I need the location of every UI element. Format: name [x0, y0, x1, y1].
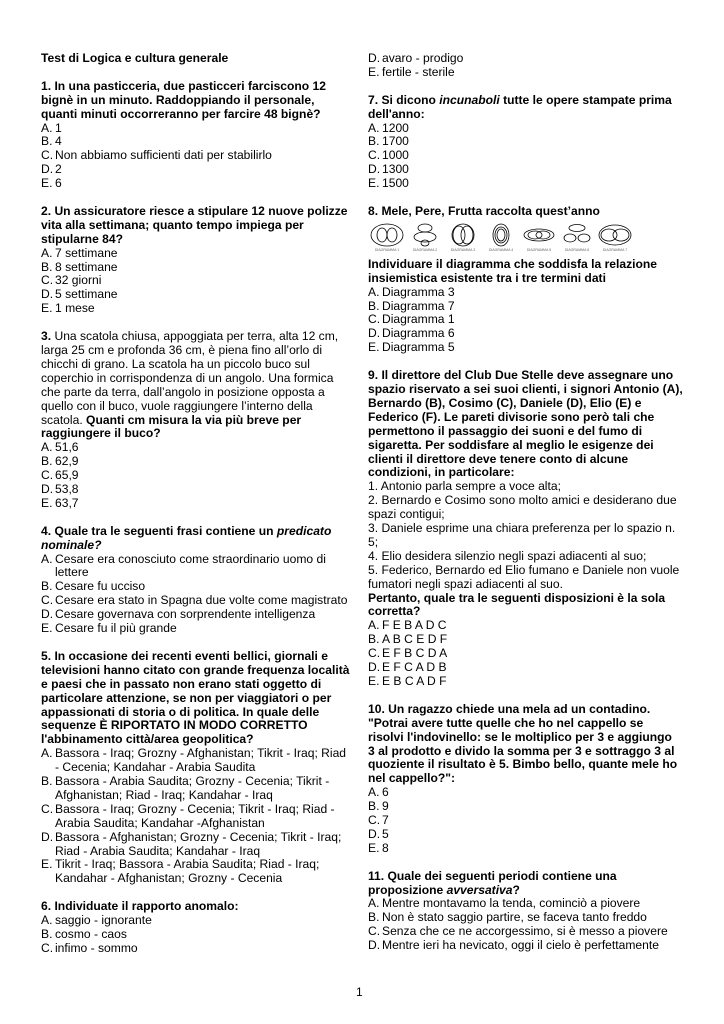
question-text: dell'anno: — [368, 106, 425, 121]
answer-option[interactable]: B. Bassora - Arabia Saudita; Grozny - Cecenia; Tikrit - Afghanistan; Riad - Iraq; Kandahar - Iraq — [41, 774, 330, 802]
answer-option[interactable]: C. infimo - sommo — [41, 940, 138, 955]
answer-option[interactable]: B. 8 settimane — [41, 259, 118, 274]
question-text: 9. Il direttore del Club Due Stelle deve assegnare uno — [368, 368, 674, 383]
question-text: 7. Si dicono incunaboli tutte le opere stampate prima — [368, 92, 672, 107]
diagram-4: DIAGRAMMA 4 — [482, 222, 520, 256]
diagram-6: DIAGRAMMA 6 — [558, 222, 596, 256]
question-text: 5. In occasione dei recenti eventi bellici, giornali e — [41, 648, 328, 663]
venn-diagram-3-icon — [445, 222, 481, 248]
condition-line: 5. Federico, Bernardo ed Elio fumano e Daniele non vuole — [368, 562, 680, 577]
answer-option[interactable]: D. Diagramma 6 — [368, 326, 455, 341]
question-text: Bernardo (B), Cosimo (C), Daniele (D), Elio (E) e — [368, 395, 642, 410]
answer-option[interactable]: D. 5 settimane — [41, 287, 118, 302]
condition-line: spazi contigui; — [368, 507, 445, 522]
question-text: Federico (F). Le pareti divisorie sono però tali che — [368, 409, 655, 424]
question-text: "Potrai avere tutte quelle che ho nel cappello se — [368, 715, 644, 730]
question-text: nominale? — [41, 537, 102, 552]
question-text: clienti il direttore deve tenere conto di alcune — [368, 451, 629, 466]
answer-option[interactable]: A. F E B A D C — [368, 618, 447, 633]
answer-option[interactable]: A. 6 — [368, 785, 389, 800]
question-text: 2. Un assicuratore riesce a stipulare 12 nuove polizze — [41, 203, 348, 218]
page-number: 1 — [356, 985, 363, 999]
answer-option[interactable]: A. 51,6 — [41, 440, 79, 455]
answer-option[interactable]: E. fertile - sterile — [368, 64, 455, 79]
answer-option[interactable]: D. Cesare governava con sorprendente intelligenza — [41, 607, 316, 622]
question-text: 11. Quale dei seguenti periodi contiene una — [368, 868, 617, 883]
diagram-2: DIAGRAMMA 2 — [406, 222, 444, 256]
question-text: vita alla settimana; quanto tempo impiega per — [41, 217, 304, 232]
question-text: permettono il passaggio dei suoni e del fumo di — [368, 423, 643, 438]
question-text: e paesi che in passato non erano stati oggetto di — [41, 676, 322, 691]
question-6-continued — [368, 52, 686, 80]
answer-option[interactable]: C. 32 giorni — [41, 273, 102, 288]
venn-diagram-2-icon — [407, 222, 443, 248]
answer-option[interactable]: E. Diagramma 5 — [368, 340, 455, 355]
question-9 — [368, 369, 686, 689]
question-text: sigaretta. Per soddisfare al meglio le esigenze dei — [368, 437, 654, 452]
venn-diagram-5-icon — [521, 222, 557, 248]
question-text: particolare attenzione, se non per viaggiatori o per — [41, 690, 332, 705]
question-text: insiemistica esistente tra i tre termini dati — [368, 270, 606, 285]
venn-diagrams — [368, 222, 636, 256]
answer-option[interactable]: A. Diagramma 3 — [368, 284, 455, 299]
diagram-5: DIAGRAMMA 5 — [520, 222, 558, 256]
answer-option[interactable]: E. 6 — [41, 176, 62, 191]
answer-option[interactable]: C. Bassora - Iraq; Grozny - Cecenia; Tikrit - Iraq; Riad - Arabia Saudita; Kandahar -Afghanistan — [41, 801, 335, 830]
question-7 — [368, 94, 686, 191]
answer-option[interactable]: E. E B C A D F — [368, 674, 447, 689]
answer-option[interactable]: A. Cesare era conosciuto come straordinario uomo di lettere — [41, 551, 326, 580]
right-column — [368, 52, 686, 953]
diagram-3: DIAGRAMMA 3 — [444, 222, 482, 256]
answer-option[interactable]: B. Cesare fu ucciso — [41, 579, 146, 594]
answer-option[interactable]: D. 53,8 — [41, 482, 79, 497]
answer-option[interactable]: E. 8 — [368, 840, 389, 855]
question-text: Pertanto, quale tra le seguenti disposizioni è la sola — [368, 590, 666, 605]
answer-option[interactable]: A. Mentre montavamo la tenda, cominciò a piovere — [368, 896, 641, 911]
question-text: spazio riservato a sei suoi clienti, i signori Antonio (A), — [368, 381, 683, 396]
question-text: 1. In una pasticceria, due pasticceri farciscono 12 — [41, 78, 326, 93]
question-8 — [368, 205, 686, 355]
left-column — [41, 52, 353, 956]
question-text: sequenze È RIPORTATO IN MODO CORRETTO — [41, 718, 308, 733]
answer-option[interactable]: D. Bassora - Afghanistan; Grozny - Cecenia; Tikrit - Iraq; Riad - Arabia Saudita; Kandahar - Iraq — [41, 829, 342, 858]
question-text: Individuare il diagramma che soddisfa la relazione — [368, 256, 657, 271]
answer-option[interactable]: C. E F B C D A — [368, 646, 448, 661]
question-text: 8. Mele, Pere, Frutta raccolta quest’anno — [368, 203, 600, 218]
venn-diagram-1-icon — [369, 222, 405, 248]
answer-option[interactable]: C. Senza che ce ne accorgessimo, si è messo a piovere — [368, 924, 668, 939]
answer-option[interactable]: C. 65,9 — [41, 468, 79, 483]
answer-option[interactable]: D. 5 — [368, 826, 389, 841]
question-text: scatola. Quanti cm misura la via più breve per — [41, 412, 302, 427]
answer-option[interactable]: D. E F C A D B — [368, 660, 447, 675]
question-4 — [41, 525, 353, 636]
question-text: appassionati di storia o di politica. In quale delle — [41, 704, 320, 719]
venn-diagram-7-icon — [597, 222, 633, 248]
answer-option[interactable]: E. 1500 — [368, 176, 409, 191]
answer-option[interactable]: E. 63,7 — [41, 495, 79, 510]
condition-line: 2. Bernardo e Cosimo sono molto amici e desiderano due — [368, 493, 677, 508]
condition-line: 5; — [368, 534, 379, 549]
question-text: proposizione avversativa? — [368, 882, 520, 897]
question-text: l'abbinamento città/area geopolitica? — [41, 732, 254, 747]
answer-option[interactable]: B. 4 — [41, 134, 62, 149]
question-text: bignè in un minuto. Raddoppiando il personale, — [41, 92, 315, 107]
question-text: corretta? — [368, 604, 421, 619]
question-text: che parte da terra, dall’angolo in posizione opposta a — [41, 384, 325, 399]
question-text: 6. Individuate il rapporto anomalo: — [41, 899, 239, 914]
answer-option[interactable]: D. 1300 — [368, 162, 409, 177]
answer-option[interactable]: A. 7 settimane — [41, 245, 118, 260]
venn-diagram-6-icon — [559, 222, 595, 248]
condition-line: 1. Antonio parla sempre a voce alta; — [368, 479, 561, 494]
condition-line: fumatori negli spazi adiacenti al suo. — [368, 576, 563, 591]
question-text: quoziente il risultato è 5. Bimbo bello, quante mele ho — [368, 757, 678, 772]
condition-line: 3. Daniele esprime una chiara preferenza per lo spazio n. — [368, 521, 676, 536]
question-text: stipularne 84? — [41, 231, 123, 246]
question-text: condizioni, in particolare: — [368, 465, 515, 480]
question-text: quello con il buco, vuole raggiungere l’interno della — [41, 398, 313, 413]
question-5 — [41, 650, 353, 886]
question-text: 4. Quale tra le seguenti frasi contiene un predicato — [41, 523, 332, 538]
answer-option[interactable]: B. Non è stato saggio partire, se faceva tanto freddo — [368, 910, 647, 925]
document-title: Test di Logica e cultura generale — [41, 51, 229, 65]
answer-option[interactable]: D. Mentre ieri ha nevicato, oggi il cielo è perfettamente — [368, 938, 659, 953]
answer-option[interactable]: E. Tikrit - Iraq; Bassora - Arabia Saudita; Riad - Iraq; Kandahar - Afghanistan; Grozny - Cecenia — [41, 857, 320, 886]
answer-option[interactable]: A. 1 — [41, 120, 62, 135]
question-text: chicchi di grano. La scatola ha un piccolo buco sul — [41, 356, 310, 371]
answer-option[interactable]: E. 1 mese — [41, 301, 95, 316]
question-6 — [41, 900, 353, 956]
answer-option[interactable]: B. 1700 — [368, 134, 409, 149]
question-text: quanti minuti occorreranno per farcire 48 bignè? — [41, 106, 321, 121]
answer-option[interactable]: B. 9 — [368, 799, 389, 814]
question-10 — [368, 703, 686, 856]
answer-option[interactable]: E. Cesare fu il più grande — [41, 621, 177, 636]
condition-line: 4. Elio desidera silenzio negli spazi adiacenti al suo; — [368, 548, 647, 563]
question-2 — [41, 205, 353, 316]
venn-diagram-4-icon — [483, 222, 519, 248]
answer-option[interactable]: A. Bassora - Iraq; Grozny - Afghanistan; Tikrit - Iraq; Riad - Cecenia; Kandahar - Arabia Saudita — [41, 746, 347, 775]
question-text: 3. Una scatola chiusa, appoggiata per terra, alta 12 cm, — [41, 329, 339, 344]
question-11 — [368, 870, 686, 953]
answer-option[interactable]: D. 2 — [41, 162, 62, 177]
question-text: televisioni hanno citato con grande frequenza località — [41, 662, 350, 677]
diagram-7: DIAGRAMMA 7 — [596, 222, 634, 256]
question-text: risolvi l'indovinello: se le moltiplico per 3 e aggiungo — [368, 729, 672, 744]
answer-option[interactable]: B. 62,9 — [41, 454, 79, 469]
answer-option[interactable]: C. Diagramma 1 — [368, 312, 455, 327]
question-1 — [41, 80, 353, 191]
question-text: larga 25 cm e profonda 36 cm, è piena fino all’orlo di — [41, 342, 323, 357]
answer-option[interactable]: C. Cesare era stato in Spagna due volte come magistrato — [41, 593, 348, 608]
answer-option[interactable]: B. Diagramma 7 — [368, 298, 455, 313]
question-text: coperchio in corrispondenza di un angolo. Una formica — [41, 370, 334, 385]
question-text: 10. Un ragazzo chiede una mela ad un contadino. — [368, 701, 651, 716]
answer-option[interactable]: C. 7 — [368, 813, 389, 828]
answer-option[interactable]: A. saggio - ignorante — [41, 913, 152, 928]
answer-option[interactable]: B. cosmo - caos — [41, 927, 127, 941]
answer-option[interactable]: A. 1200 — [368, 120, 409, 135]
question-text: 3 al prodotto e divido la somma per 3 e sottraggo 3 al — [368, 743, 675, 758]
question-text: nel cappello?": — [368, 771, 456, 786]
answer-option[interactable]: B. A B C E D F — [368, 632, 448, 647]
question-3 — [41, 330, 353, 511]
answer-option[interactable]: D. avaro - prodigo — [368, 51, 464, 65]
diagram-1: DIAGRAMMA 1 — [368, 222, 406, 256]
answer-option[interactable]: C. 1000 — [368, 148, 409, 163]
question-text: raggiungere il buco? — [41, 426, 161, 441]
answer-option[interactable]: C. Non abbiamo sufficienti dati per stabilirlo — [41, 148, 272, 163]
